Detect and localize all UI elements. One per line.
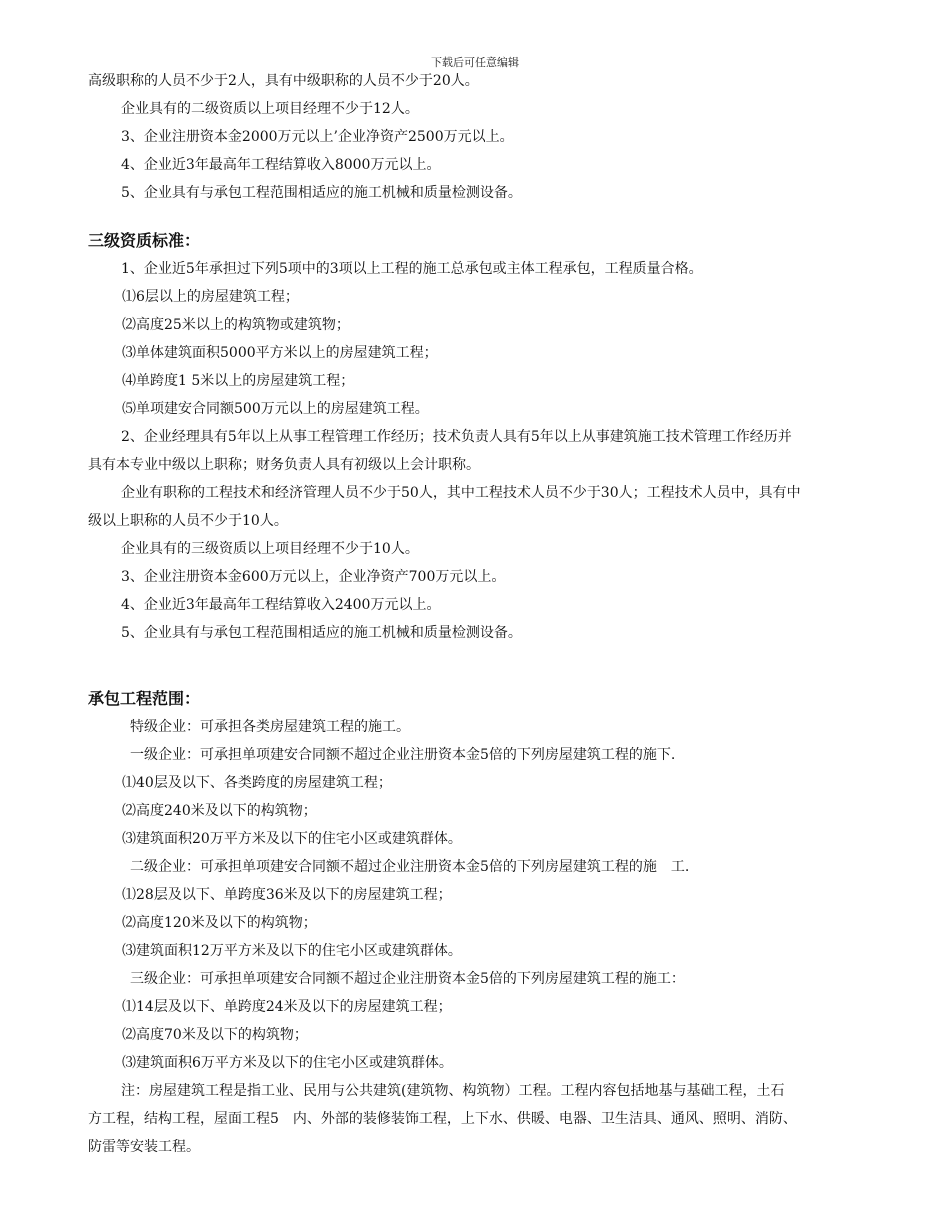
paragraph-line: 4、企业近3年最高年工程结算收入8000万元以上。 <box>121 157 441 173</box>
section-heading-scope: 承包工程范围： <box>88 689 201 708</box>
paragraph-line: 级以上职称的人员不少于10人。 <box>88 513 288 529</box>
list-item: ⑵高度25米以上的构筑物或建筑物； <box>122 317 350 333</box>
paragraph-line: 1、企业近5年承担过下列5项中的3项以上工程的施工总承包或主体工程承包，工程质量合格。 <box>121 261 703 277</box>
download-watermark: 下载后可任意编辑 <box>431 56 519 69</box>
section-heading-grade3: 三级资质标准： <box>88 231 201 250</box>
note-line: 注：房屋建筑工程是指工业、民用与公共建筑(建筑物、构筑物）工程。工程内容包括地基与基础工程，土石 <box>121 1083 785 1099</box>
paragraph-line: 特级企业：可承担各类房屋建筑工程的施工。 <box>130 719 410 735</box>
paragraph-line: 三级企业：可承担单项建安合同额不超过企业注册资本金5倍的下列房屋建筑工程的施工： <box>130 971 685 987</box>
list-item: ⑸单项建安合同额500万元以上的房屋建筑工程。 <box>122 401 429 417</box>
paragraph-line: 2、企业经理具有5年以上从事工程管理工作经历；技术负责人具有5年以上从事建筑施工技术管理工作经历并 <box>121 429 792 445</box>
paragraph-line: 企业具有的三级资质以上项目经理不少于10人。 <box>121 541 419 557</box>
list-item: ⑶建筑面积12万平方米及以下的住宅小区或建筑群体。 <box>122 943 462 959</box>
list-item: ⑴14层及以下、单跨度24米及以下的房屋建筑工程； <box>122 999 452 1015</box>
list-item: ⑴28层及以下、单跨度36米及以下的房屋建筑工程； <box>122 887 452 903</box>
paragraph-line: 二级企业：可承担单项建安合同额不超过企业注册资本金5倍的下列房屋建筑工程的施 工. <box>130 859 690 875</box>
list-item: ⑵高度240米及以下的构筑物； <box>122 803 317 819</box>
paragraph-line: 具有本专业中级以上职称；财务负责人具有初级以上会计职称。 <box>88 457 480 473</box>
list-item: ⑴6层以上的房屋建筑工程； <box>122 289 299 305</box>
paragraph-line: 3、企业注册资本金600万元以上，企业净资产700万元以上。 <box>121 569 506 585</box>
list-item: ⑴40层及以下、各类跨度的房屋建筑工程； <box>122 775 392 791</box>
paragraph-line: 5、企业具有与承包工程范围相适应的施工机械和质量检测设备。 <box>121 185 522 201</box>
list-item: ⑶建筑面积20万平方米及以下的住宅小区或建筑群体。 <box>122 831 462 847</box>
list-item: ⑶单体建筑面积5000平方米以上的房屋建筑工程； <box>122 345 438 361</box>
note-line: 方工程，结构工程，屋面工程5 内、外部的装修装饰工程，上下水、供暖、电器、卫生洁具、通风、照明、消防、 <box>88 1111 797 1127</box>
paragraph-line: 企业有职称的工程技术和经济管理人员不少于50人，其中工程技术人员不少于30人；工程技术人员中，具有中 <box>121 485 801 501</box>
paragraph-line: 4、企业近3年最高年工程结算收入2400万元以上。 <box>121 597 441 613</box>
paragraph-line: 高级职称的人员不少于2人，具有中级职称的人员不少于20人。 <box>88 73 479 89</box>
list-item: ⑵高度120米及以下的构筑物； <box>122 915 317 931</box>
paragraph-line: 企业具有的二级资质以上项目经理不少于12人。 <box>121 101 419 117</box>
paragraph-line: 一级企业：可承担单项建安合同额不超过企业注册资本金5倍的下列房屋建筑工程的施下. <box>130 747 676 763</box>
paragraph-line: 3、企业注册资本金2000万元以上’企业净资产2500万元以上。 <box>121 129 514 145</box>
list-item: ⑶建筑面积6万平方米及以下的住宅小区或建筑群体。 <box>122 1055 453 1071</box>
list-item: ⑷单跨度1 5米以上的房屋建筑工程； <box>122 373 355 389</box>
note-line: 防雷等安装工程。 <box>88 1139 200 1155</box>
list-item: ⑵高度70米及以下的构筑物； <box>122 1027 308 1043</box>
paragraph-line: 5、企业具有与承包工程范围相适应的施工机械和质量检测设备。 <box>121 625 522 641</box>
